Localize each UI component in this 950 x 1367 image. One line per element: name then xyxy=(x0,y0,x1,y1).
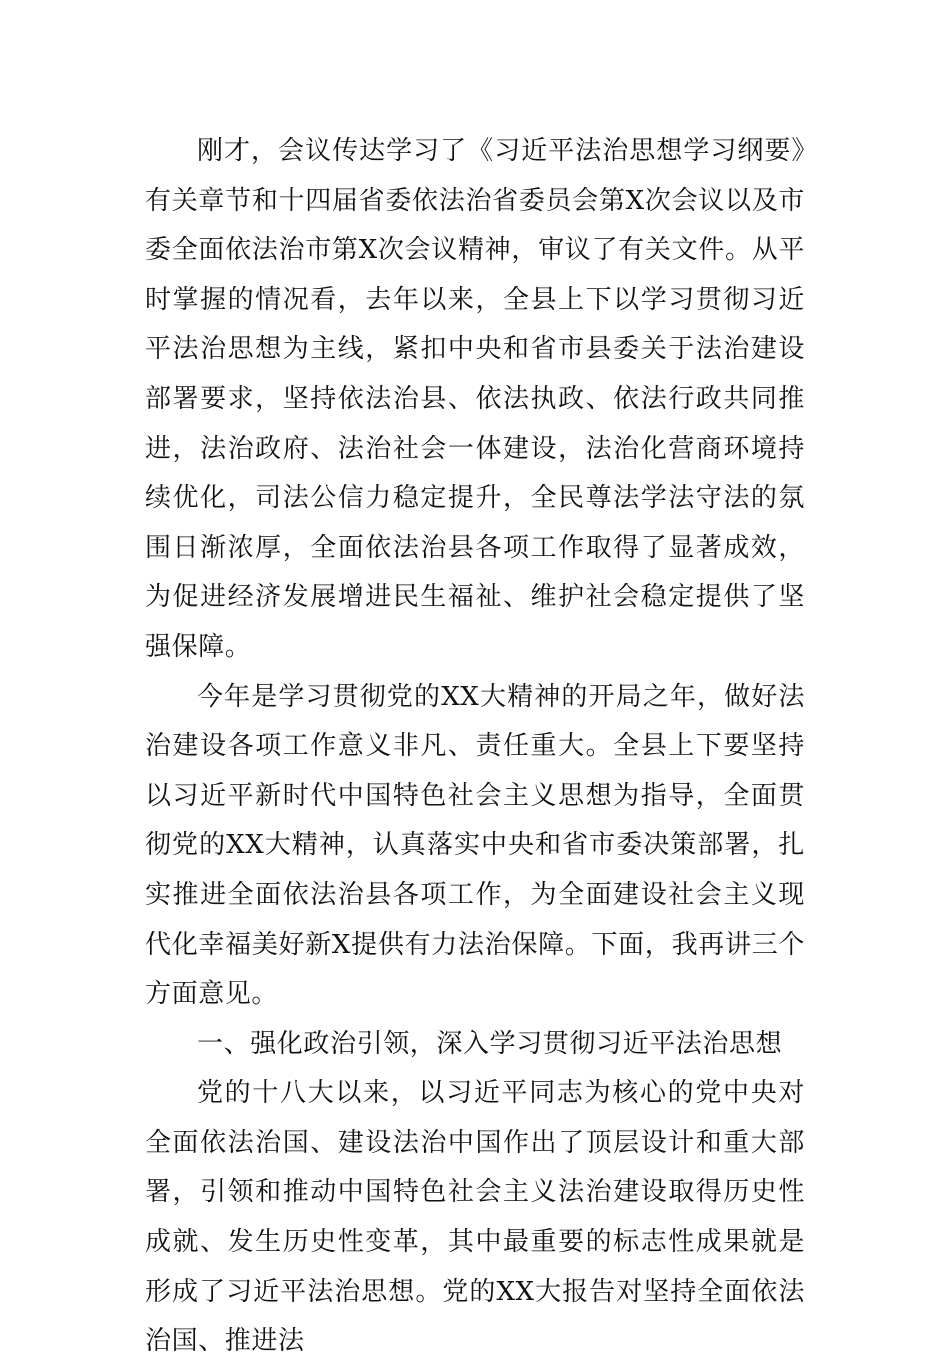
section-heading-1: 一、强化政治引领，深入学习贯彻习近平法治思想 xyxy=(197,1028,783,1059)
paragraph-this-year: 今年是学习贯彻党的XX大精神的开局之年，做好法治建设各项工作意义非凡、责任重大。全县上下要坚持以习近平新时代中国特色社会主义思想为指导，全面贯彻党的XX大精神，认真落实中央和省市委决策部署，扎实推进全面依法治县各项工作，为全面建设社会主义现代化幸福美好新X提供有力法治保障。下面，我再讲三个方面意见。 xyxy=(145,681,805,1010)
paragraph-since-18th-congress: 党的十八大以来，以习近平同志为核心的党中央对全面依法治国、建设法治中国作出了顶层设计和重大部署，引领和推动中国特色社会主义法治建设取得历史性成就、发生历史性变革，其中最重要的标志性成果就是形成了习近平法治思想。党的XX大报告对坚持全面依法治国、推进法 xyxy=(145,1078,805,1357)
document-body xyxy=(145,127,805,1367)
paragraph-meeting-review: 刚才，会议传达学习了《习近平法治思想学习纲要》有关章节和十四届省委依法治省委员会第X次会议以及市委全面依法治市第X次会议精神，审议了有关文件。从平时掌握的情况看，去年以来，全县上下以学习贯彻习近平法治思想为主线，紧扣中央和省市县委关于法治建设部署要求，坚持依法治县、依法执政、依法行政共同推进，法治政府、法治社会一体建设，法治化营商环境持续优化，司法公信力稳定提升，全民尊法学法守法的氛围日渐浓厚，全面依法治县各项工作取得了显著成效，为促进经济发展增进民生福祉、维护社会稳定提供了坚强保障。 xyxy=(145,136,805,662)
